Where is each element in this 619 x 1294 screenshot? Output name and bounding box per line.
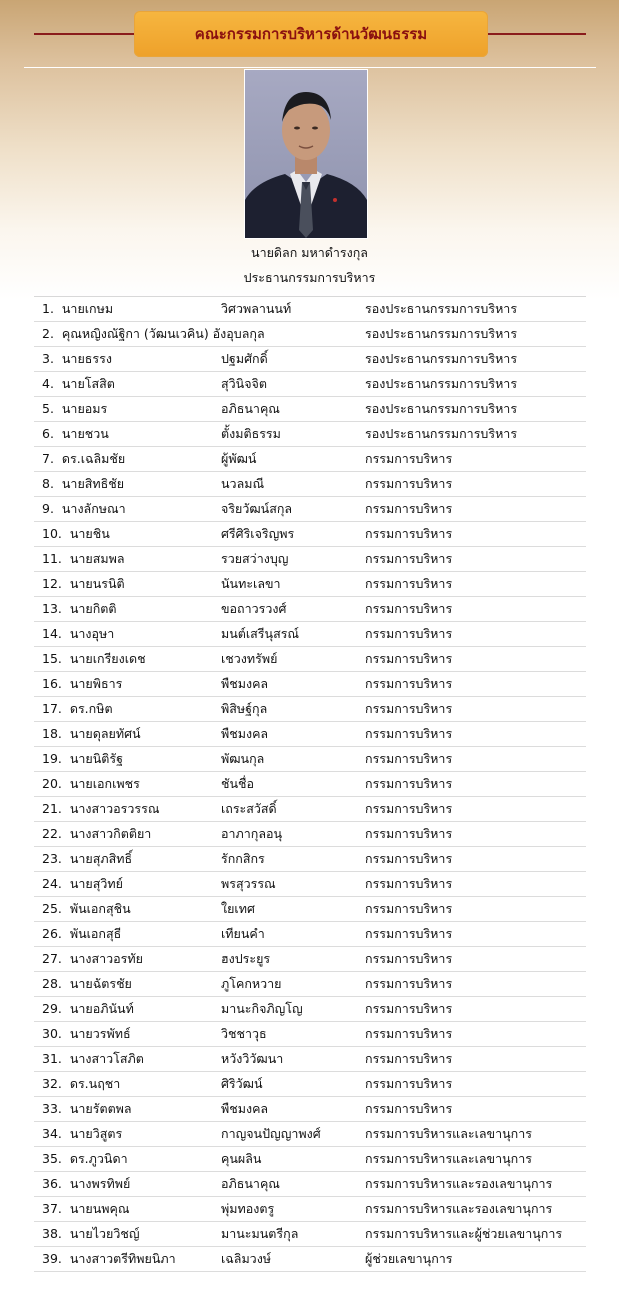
member-role: กรรมการบริหาร: [365, 801, 453, 816]
member-number: 30.: [42, 1026, 62, 1041]
member-number: 25.: [42, 901, 62, 916]
member-last-name: พืชมงคล: [221, 726, 269, 741]
member-last-name: เชวงทรัพย์: [221, 651, 278, 666]
member-first-name: [34, 299, 221, 319]
member-number: 6.: [42, 426, 54, 441]
member-first-name-text: นายชวน: [61, 426, 109, 441]
member-first-name: [34, 1149, 221, 1169]
member-first-name-text: นายสมพล: [69, 551, 125, 566]
member-last-name: ใยเทศ: [221, 901, 255, 916]
member-role: กรรมการบริหารและรองเลขานุการ: [365, 1201, 553, 1216]
member-last-name: เฉลิมวงษ์: [221, 1251, 272, 1266]
member-row: [34, 322, 586, 347]
chairman-photo: [244, 69, 368, 239]
member-first-name: [34, 524, 221, 544]
member-number: 16.: [42, 676, 62, 691]
member-last-name: อภิธนาคุณ: [221, 401, 280, 416]
member-first-name: [34, 424, 221, 444]
member-last-name: รักกสิกร: [221, 851, 265, 866]
member-row: [34, 697, 586, 722]
member-row: [34, 1072, 586, 1097]
member-row: [34, 1122, 586, 1147]
member-first-name: [34, 999, 221, 1019]
member-role: กรรมการบริหาร: [365, 851, 453, 866]
member-first-name-text: นายสุภสิทธิ์: [69, 851, 133, 866]
member-number: 33.: [42, 1101, 62, 1116]
member-row: [34, 497, 586, 522]
member-first-name: [34, 699, 221, 719]
member-last-name: พรสุวรรณ: [221, 876, 276, 891]
member-first-name-text: ดร.นฤชา: [69, 1076, 121, 1091]
member-row: [34, 1022, 586, 1047]
member-role: กรรมการบริหาร: [365, 1026, 453, 1041]
member-first-name-text: นางอุษา: [69, 626, 115, 641]
member-last-name: มานะกิจภิญโญ: [221, 1001, 303, 1016]
member-number: 13.: [42, 601, 62, 616]
member-number: 22.: [42, 826, 62, 841]
member-row: [34, 572, 586, 597]
member-row: [34, 597, 586, 622]
member-number: 24.: [42, 876, 62, 891]
member-first-name: [34, 574, 221, 594]
member-row: [34, 397, 586, 422]
member-first-name: [34, 724, 221, 744]
member-last-name: วิชชาวุธ: [221, 1026, 267, 1041]
member-row: [34, 1197, 586, 1222]
member-number: 32.: [42, 1076, 62, 1091]
member-first-name-text: นางสาวโสภิต: [69, 1051, 144, 1066]
member-row: [34, 1222, 586, 1247]
member-role: กรรมการบริหาร: [365, 576, 453, 591]
member-number: 1.: [42, 301, 54, 316]
member-number: 38.: [42, 1226, 62, 1241]
member-first-name: [34, 1124, 221, 1144]
member-number: 29.: [42, 1001, 62, 1016]
member-row: [34, 947, 586, 972]
member-row: [34, 972, 586, 997]
member-role: กรรมการบริหาร: [365, 551, 453, 566]
member-first-name-text: นายสิทธิชัย: [61, 476, 125, 491]
member-role: กรรมการบริหารและรองเลขานุการ: [365, 1176, 553, 1191]
member-first-name-text: ดร.เฉลิมชัย: [61, 451, 126, 466]
page-title: คณะกรรมการบริหารด้านวัฒนธรรม: [134, 11, 488, 57]
chairman-role: ประธานกรรมการบริหาร: [243, 270, 376, 285]
member-first-name: [34, 1074, 221, 1094]
member-number: 20.: [42, 776, 62, 791]
member-number: 4.: [42, 376, 54, 391]
member-role: กรรมการบริหาร: [365, 651, 453, 666]
member-row: [34, 1247, 586, 1272]
member-row: [34, 797, 586, 822]
member-first-name-text: นางสาวกิตติยา: [69, 826, 152, 841]
member-number: 19.: [42, 751, 62, 766]
member-row: [34, 522, 586, 547]
member-first-name: [34, 624, 221, 644]
member-role: กรรมการบริหาร: [365, 676, 453, 691]
member-role: กรรมการบริหาร: [365, 901, 453, 916]
member-role: กรรมการบริหารและผู้ช่วยเลขานุการ: [365, 1226, 563, 1241]
member-last-name: จริยวัฒน์สกุล: [221, 501, 293, 516]
member-role: กรรมการบริหาร: [365, 1001, 453, 1016]
member-first-name-text: นายนพคุณ: [69, 1201, 130, 1216]
member-first-name: [34, 549, 221, 569]
member-first-name: [34, 449, 221, 469]
member-role: กรรมการบริหาร: [365, 601, 453, 616]
member-role: กรรมการบริหาร: [365, 751, 453, 766]
member-last-name: ผู้พัฒน์: [221, 451, 257, 466]
member-last-name: ฮงประยูร: [221, 951, 271, 966]
member-first-name-text: นายธรรง: [61, 351, 112, 366]
member-first-name-text: นายนิติรัฐ: [69, 751, 124, 766]
member-number: 27.: [42, 951, 62, 966]
member-role: รองประธานกรรมการบริหาร: [365, 326, 518, 341]
member-last-name: ตั้งมติธรรม: [221, 426, 281, 441]
member-first-name-text: นายเกษม: [61, 301, 114, 316]
member-role: รองประธานกรรมการบริหาร: [365, 351, 518, 366]
member-row: [34, 772, 586, 797]
member-role: กรรมการบริหาร: [365, 1076, 453, 1091]
member-first-name-text: คุณหญิงณัฐิกา (วัฒนเวคิน) อังอุบลกุล: [61, 326, 265, 341]
member-last-name: ขอถาวรวงศ์: [221, 601, 287, 616]
member-first-name-text: นายวรพัทธ์: [69, 1026, 131, 1041]
member-first-name: [34, 899, 221, 919]
member-first-name-text: นางสาวอรวรรณ: [69, 801, 160, 816]
member-first-name: [34, 849, 221, 869]
member-last-name: อาภากุลอนุ: [221, 826, 283, 841]
member-number: 21.: [42, 801, 62, 816]
member-row: [34, 472, 586, 497]
member-first-name: [34, 949, 221, 969]
member-number: 5.: [42, 401, 54, 416]
member-first-name: [34, 374, 221, 394]
member-first-name: [34, 874, 221, 894]
member-first-name-text: นายพิธาร: [69, 676, 123, 691]
member-last-name: เทียนคำ: [221, 926, 265, 941]
member-role: กรรมการบริหาร: [365, 451, 453, 466]
member-number: 23.: [42, 851, 62, 866]
member-role: กรรมการบริหาร: [365, 476, 453, 491]
member-row: [34, 297, 586, 322]
member-role: กรรมการบริหาร: [365, 876, 453, 891]
member-row: [34, 847, 586, 872]
member-first-name-text: นางลักษณา: [61, 501, 126, 516]
member-number: 3.: [42, 351, 54, 366]
member-first-name-text: นางพรทิพย์: [69, 1176, 131, 1191]
member-last-name: พืชมงคล: [221, 676, 269, 691]
member-number: 7.: [42, 451, 54, 466]
member-role: รองประธานกรรมการบริหาร: [365, 376, 518, 391]
member-first-name: [34, 799, 221, 819]
member-first-name-text: นายอมร: [61, 401, 108, 416]
member-role: กรรมการบริหาร: [365, 626, 453, 641]
member-role: กรรมการบริหาร: [365, 526, 453, 541]
member-first-name-text: ดร.ภูวนิดา: [69, 1151, 128, 1166]
member-last-name: วิศวพลานนท์: [221, 301, 292, 316]
member-row: [34, 872, 586, 897]
title-rule-left: [34, 33, 134, 35]
member-last-name: ปฐมศักดิ์: [221, 351, 268, 366]
member-first-name: [34, 474, 221, 494]
member-first-name-text: นายเอกเพชร: [69, 776, 140, 791]
member-first-name-text: นายอภินันท์: [69, 1001, 134, 1016]
member-first-name-text: พันเอกสุชิน: [69, 901, 131, 916]
member-first-name-text: นางสาวตรีทิพยนิภา: [69, 1251, 176, 1266]
member-first-name-text: นายดุลยทัศน์: [69, 726, 141, 741]
member-number: 2.: [42, 326, 54, 341]
member-row: [34, 547, 586, 572]
member-number: 39.: [42, 1251, 62, 1266]
member-row: [34, 672, 586, 697]
member-first-name: [34, 1224, 221, 1244]
member-last-name: พัฒนกุล: [221, 751, 265, 766]
member-role: กรรมการบริหาร: [365, 976, 453, 991]
portrait-image: [245, 70, 367, 238]
member-first-name: [34, 499, 221, 519]
member-number: 8.: [42, 476, 54, 491]
member-last-name: อภิธนาคุณ: [221, 1176, 280, 1191]
member-first-name-text: นายวิสูตร: [69, 1126, 123, 1141]
member-number: 31.: [42, 1051, 62, 1066]
member-first-name: [34, 324, 265, 344]
member-number: 14.: [42, 626, 62, 641]
chairman-name: นายดิลก มหาดำรงกุล: [251, 245, 368, 260]
member-row: [34, 1097, 586, 1122]
member-row: [34, 1172, 586, 1197]
member-first-name: [34, 974, 221, 994]
member-number: 37.: [42, 1201, 62, 1216]
member-row: [34, 347, 586, 372]
member-first-name-text: พันเอกสุธี: [69, 926, 122, 941]
member-row: [34, 897, 586, 922]
member-row: [34, 997, 586, 1022]
member-first-name: [34, 749, 221, 769]
member-last-name: คุนผลิน: [221, 1151, 262, 1166]
member-last-name: พืชมงคล: [221, 1101, 269, 1116]
member-last-name: หวังวิวัฒนา: [221, 1051, 284, 1066]
member-first-name: [34, 1174, 221, 1194]
member-role: กรรมการบริหาร: [365, 501, 453, 516]
member-role: กรรมการบริหารและเลขานุการ: [365, 1151, 532, 1166]
member-role: กรรมการบริหาร: [365, 776, 453, 791]
member-first-name: [34, 649, 221, 669]
member-last-name: กาญจนปัญญาพงศ์: [221, 1126, 321, 1141]
member-role: กรรมการบริหาร: [365, 926, 453, 941]
member-number: 36.: [42, 1176, 62, 1191]
member-role: รองประธานกรรมการบริหาร: [365, 301, 518, 316]
member-last-name: ภูโคกหวาย: [221, 976, 282, 991]
member-first-name-text: นายสุวิทย์: [69, 876, 123, 891]
member-number: 9.: [42, 501, 54, 516]
member-last-name: มานะมนตรีกุล: [221, 1226, 299, 1241]
member-first-name-text: นายฉัตรชัย: [69, 976, 132, 991]
member-last-name: ศรีศิริเจริญพร: [221, 526, 295, 541]
member-role: รองประธานกรรมการบริหาร: [365, 401, 518, 416]
member-role: กรรมการบริหาร: [365, 726, 453, 741]
member-first-name: [34, 1249, 221, 1269]
member-first-name-text: นายนรนิติ: [69, 576, 125, 591]
header-divider: [24, 67, 596, 68]
member-first-name-text: นายไวยวิชญ์: [69, 1226, 140, 1241]
member-first-name: [34, 1049, 221, 1069]
member-number: 34.: [42, 1126, 62, 1141]
member-last-name: เถระสวัสดิ์: [221, 801, 277, 816]
member-role: กรรมการบริหารและเลขานุการ: [365, 1126, 532, 1141]
member-row: [34, 1047, 586, 1072]
member-last-name: พุ่มทองตรู: [221, 1201, 275, 1216]
member-number: 17.: [42, 701, 62, 716]
member-last-name: ศิริวัฒน์: [221, 1076, 263, 1091]
member-row: [34, 722, 586, 747]
member-number: 12.: [42, 576, 62, 591]
member-number: 18.: [42, 726, 62, 741]
member-last-name: นวลมณี: [221, 476, 265, 491]
member-role: ผู้ช่วยเลขานุการ: [365, 1251, 453, 1266]
member-first-name: [34, 1024, 221, 1044]
member-first-name-text: นายเกรียงเดช: [69, 651, 146, 666]
title-rule-right: [488, 33, 586, 35]
member-row: [34, 447, 586, 472]
member-first-name: [34, 924, 221, 944]
member-row: [34, 1147, 586, 1172]
member-first-name: [34, 349, 221, 369]
member-list: [34, 296, 586, 1272]
member-role: กรรมการบริหาร: [365, 701, 453, 716]
member-first-name-text: นางสาวอรทัย: [69, 951, 143, 966]
member-last-name: สุวินิจจิต: [221, 376, 267, 391]
member-row: [34, 822, 586, 847]
member-number: 26.: [42, 926, 62, 941]
member-last-name: มนต์เสรีนุสรณ์: [221, 626, 300, 641]
member-first-name-text: นายโสสิต: [61, 376, 115, 391]
member-number: 35.: [42, 1151, 62, 1166]
member-row: [34, 922, 586, 947]
member-first-name-text: นายชิน: [69, 526, 110, 541]
member-role: กรรมการบริหาร: [365, 1101, 453, 1116]
member-number: 28.: [42, 976, 62, 991]
member-last-name: พิสิษฐ์กุล: [221, 701, 268, 716]
member-first-name: [34, 1099, 221, 1119]
member-row: [34, 372, 586, 397]
member-first-name: [34, 399, 221, 419]
member-first-name: [34, 599, 221, 619]
member-row: [34, 747, 586, 772]
member-row: [34, 422, 586, 447]
member-role: กรรมการบริหาร: [365, 826, 453, 841]
member-role: กรรมการบริหาร: [365, 951, 453, 966]
member-first-name-text: นายรัตตพล: [69, 1101, 132, 1116]
member-row: [34, 647, 586, 672]
member-row: [34, 622, 586, 647]
member-first-name-text: นายกิตติ: [69, 601, 117, 616]
member-number: 15.: [42, 651, 62, 666]
member-first-name: [34, 674, 221, 694]
member-role: กรรมการบริหาร: [365, 1051, 453, 1066]
member-last-name: ชันชื่อ: [221, 776, 255, 791]
member-last-name: รวยสว่างบุญ: [221, 551, 289, 566]
member-number: 10.: [42, 526, 62, 541]
member-first-name: [34, 774, 221, 794]
member-number: 11.: [42, 551, 62, 566]
member-last-name: นันทะเลขา: [221, 576, 281, 591]
member-role: รองประธานกรรมการบริหาร: [365, 426, 518, 441]
member-first-name: [34, 824, 221, 844]
member-first-name-text: ดร.กษิต: [69, 701, 113, 716]
member-first-name: [34, 1199, 221, 1219]
